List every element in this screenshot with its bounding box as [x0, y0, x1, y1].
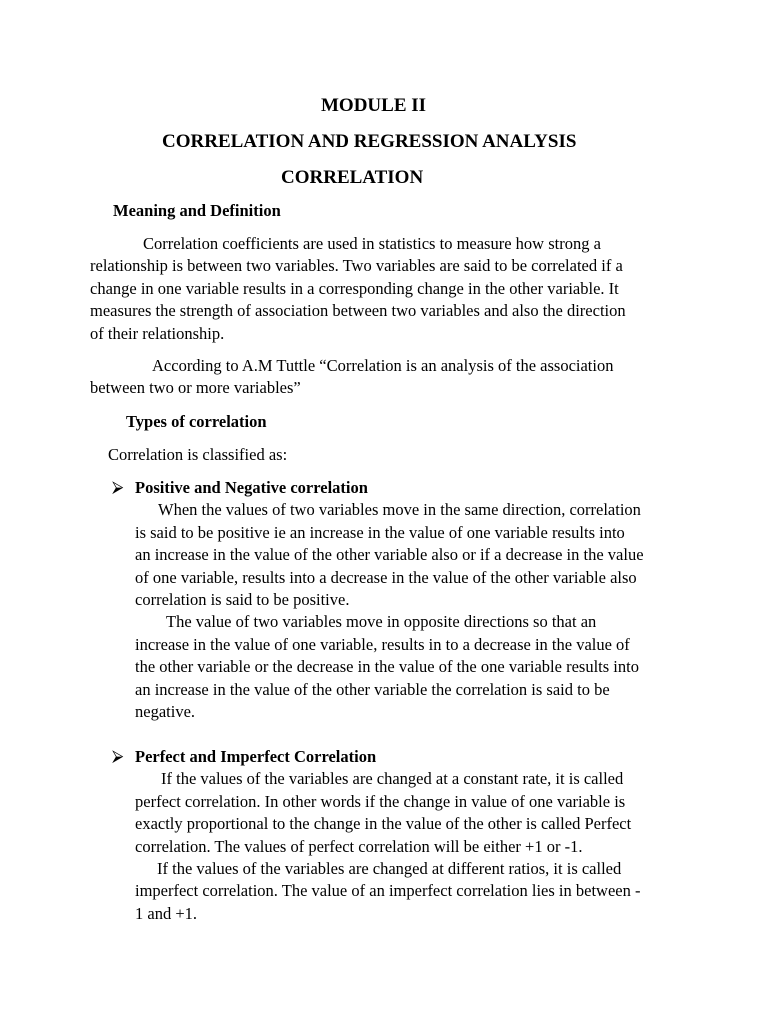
paragraph-line: relationship is between two variables. Two variables are said to be correlated if a: [90, 256, 623, 276]
paragraph-line: between two or more variables”: [90, 378, 301, 398]
tuttle-definition: [90, 355, 613, 400]
definition-paragraph: [90, 233, 626, 345]
paragraph-line: correlation is said to be positive.: [135, 590, 350, 610]
paragraph-line: 1 and +1.: [135, 903, 198, 923]
paragraph-line: Correlation coefficients are used in statistics to measure how strong a: [143, 234, 601, 253]
module-heading: MODULE II: [321, 95, 427, 116]
paragraph-line: an increase in the value of the other variable also or if a decrease in the value: [135, 545, 644, 565]
paragraph-line: perfect correlation. In other words if the change in value of one variable is: [135, 791, 626, 811]
paragraph-line: the other variable or the decrease in the value of the one variable results into: [135, 657, 639, 677]
positive-negative-title: Positive and Negative correlation: [135, 478, 368, 497]
paragraph-line: increase in the value of one variable, results in to a decrease in the value of: [135, 634, 630, 654]
paragraph-line: is said to be positive ie an increase in the value of one variable results into: [135, 522, 625, 542]
perfect-imperfect-section: [135, 746, 640, 925]
paragraph-line: When the values of two variables move in the same direction, correlation: [158, 500, 641, 520]
paragraph-line: change in one variable results in a corresponding change in the other variable. It: [90, 278, 619, 298]
meaning-heading: Meaning and Definition: [113, 201, 281, 220]
classification-intro: Correlation is classified as:: [108, 445, 288, 464]
arrow-bullet-icon: ⮚: [112, 748, 124, 765]
section-heading: CORRELATION: [281, 167, 424, 188]
paragraph-line: of one variable, results into a decrease in the value of the other variable also: [135, 567, 637, 587]
perfect-imperfect-title: Perfect and Imperfect Correlation: [135, 747, 377, 766]
paragraph-line: correlation. The values of perfect correlation will be either +1 or -1.: [135, 836, 583, 856]
types-heading: Types of correlation: [126, 412, 267, 431]
paragraph-line: imperfect correlation. The value of an imperfect correlation lies in between -: [135, 881, 641, 901]
paragraph-line: According to A.M Tuttle “Correlation is an analysis of the association: [152, 356, 614, 375]
paragraph-line: measures the strength of association between two variables and also the direction: [90, 301, 626, 321]
chapter-title: CORRELATION AND REGRESSION ANALYSIS: [162, 131, 577, 152]
paragraph-line: of their relationship.: [90, 323, 225, 343]
arrow-bullet-icon: ⮚: [112, 479, 124, 496]
paragraph-line: The value of two variables move in opposite directions so that an: [166, 612, 597, 632]
paragraph-line: exactly proportional to the change in the value of the other is called Perfect: [135, 814, 632, 834]
paragraph-line: If the values of the variables are changed at different ratios, it is called: [157, 859, 622, 879]
paragraph-line: negative.: [135, 702, 196, 722]
paragraph-line: If the values of the variables are changed at a constant rate, it is called: [161, 769, 624, 789]
paragraph-line: an increase in the value of the other variable the correlation is said to be: [135, 679, 610, 699]
positive-negative-section: [135, 477, 644, 723]
